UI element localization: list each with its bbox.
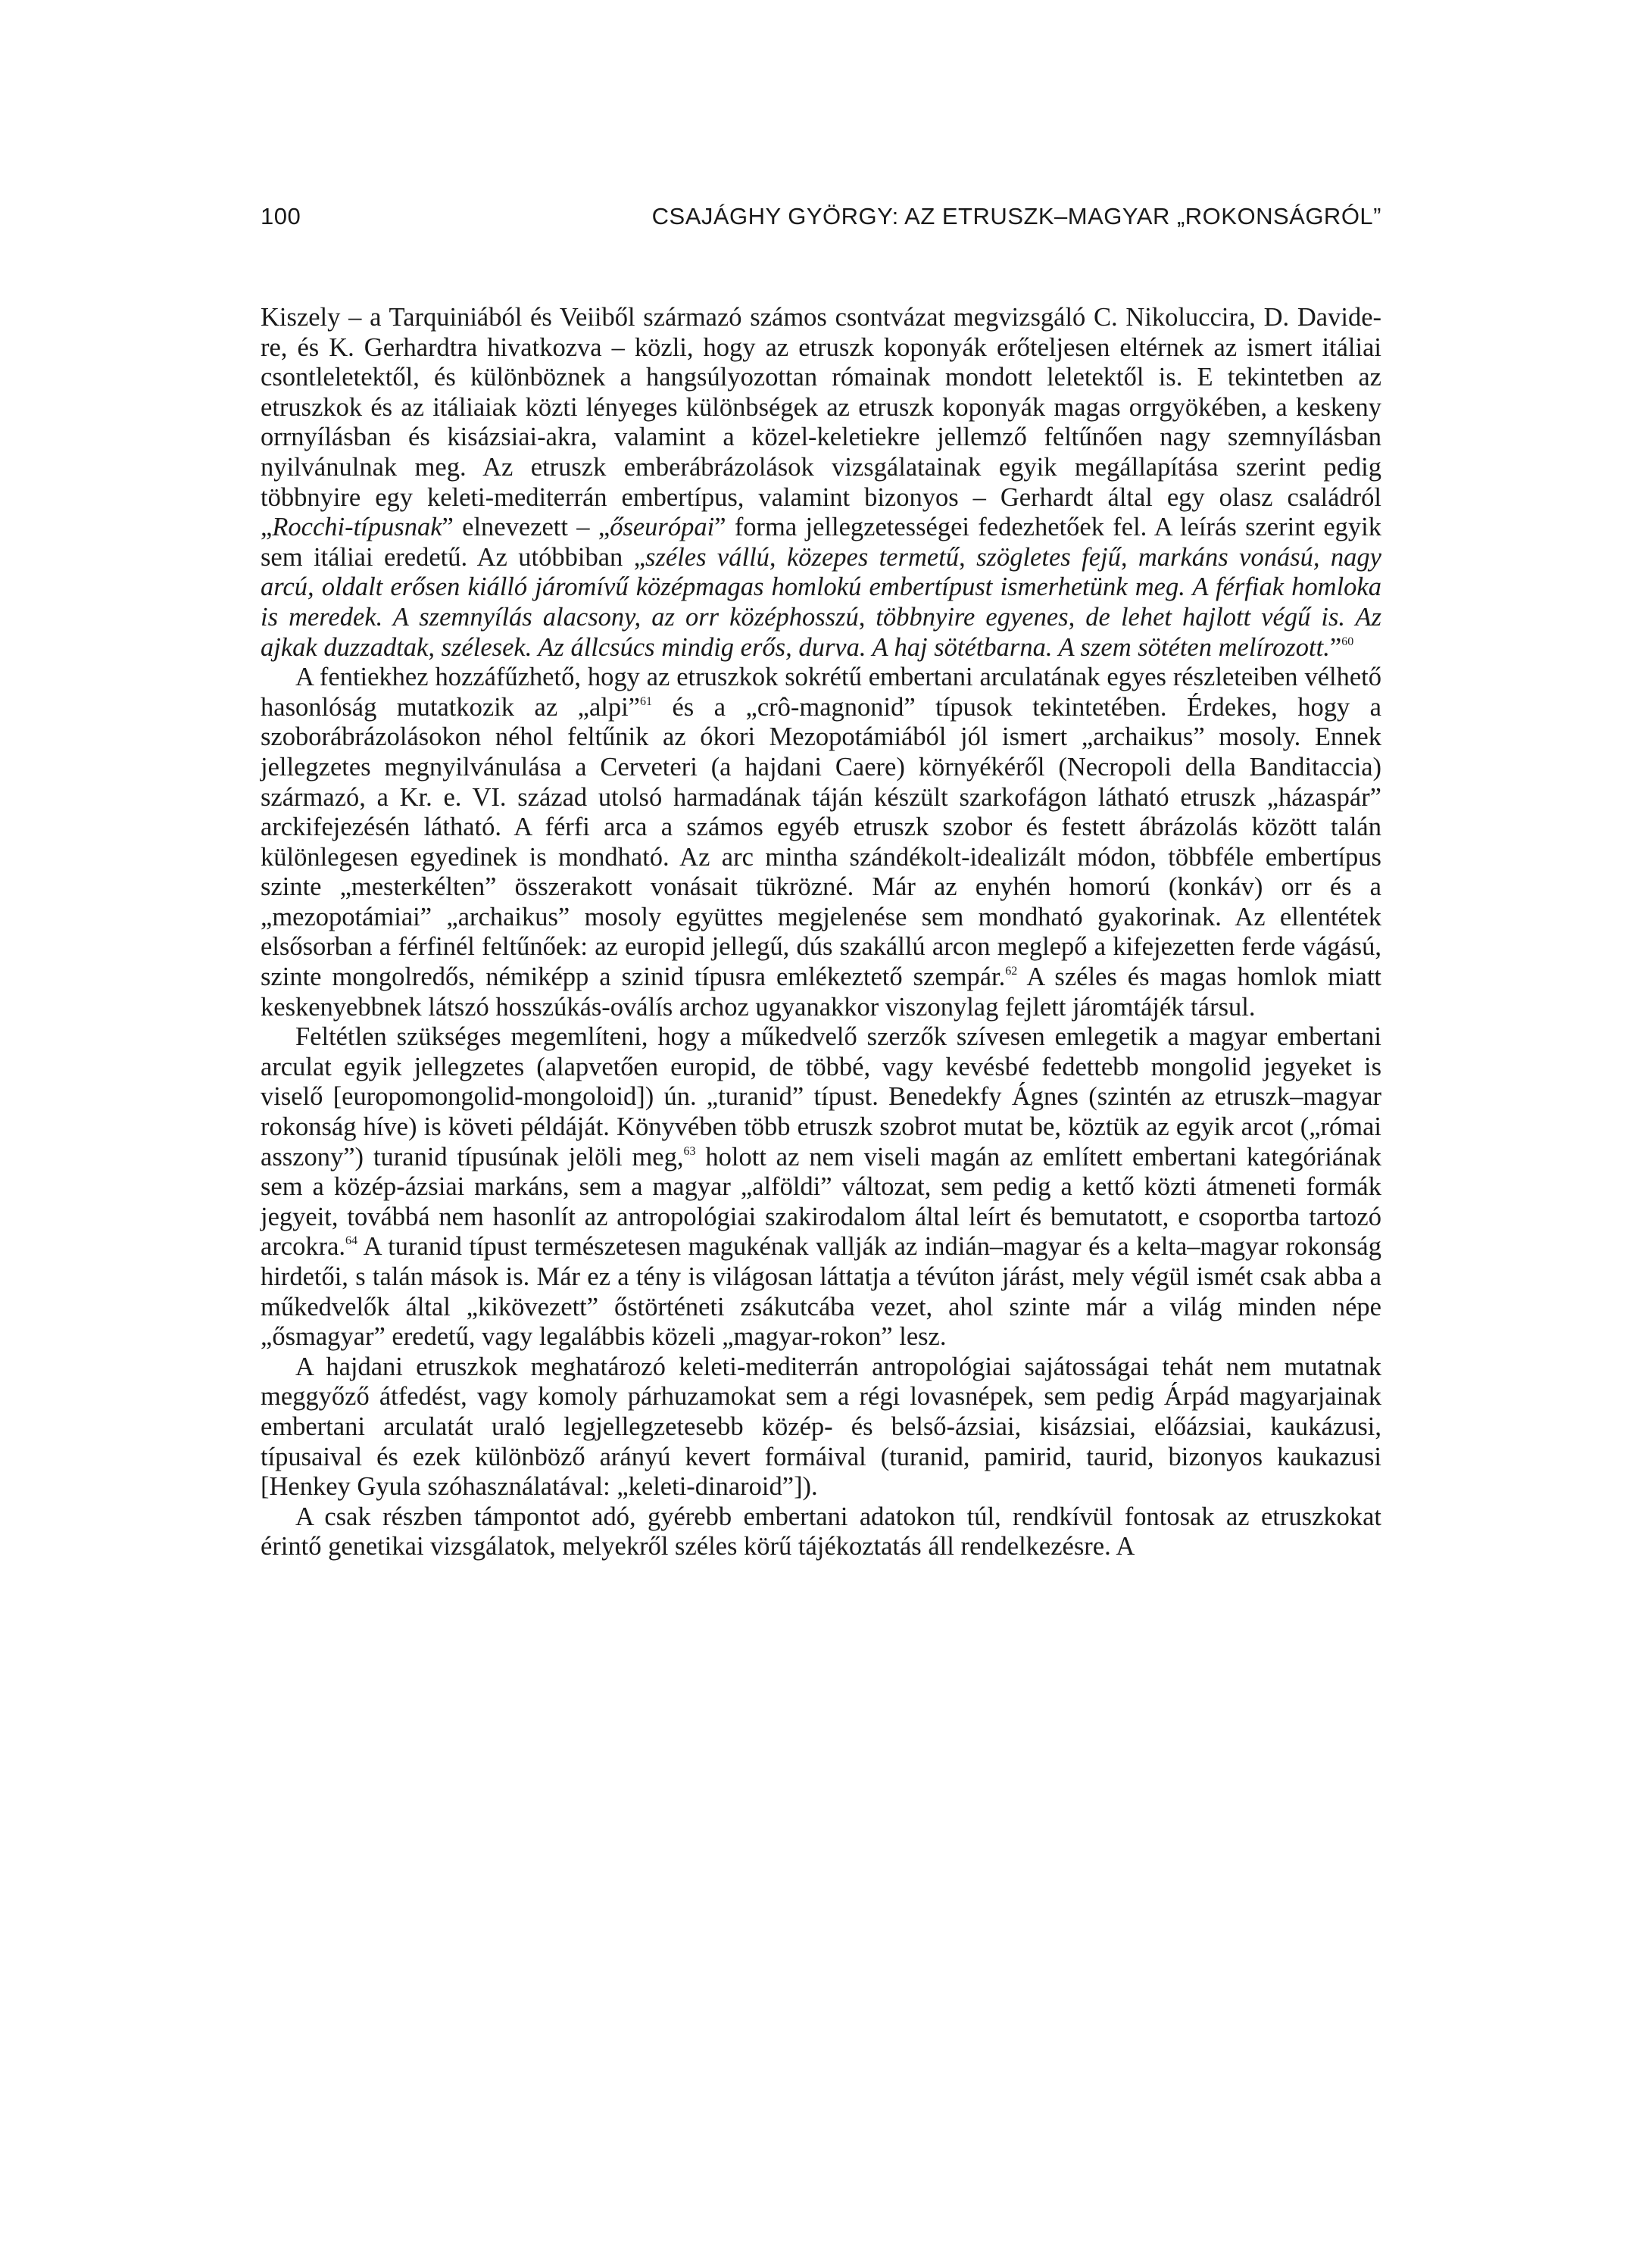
paragraph <box>261 663 1381 1022</box>
text-run: Feltétlen szükséges megemlíteni, hogy a műkedvelő szerzők szívesen emlegetik a magyar embertani arculat egyik jellegzetes (alapvetően europid, de többé, vagy kevésbé fedettebb mongolid jegyeket is viselő [europomongolid-mongoloid]) ún. „turanid” típust. Benedekfy Ágnes (szintén az etruszk–magyar rokonság híve) is követi példáját. Könyvében több etruszk szobrot mutat be, köztük az egyik arcot („római asszony”) turanid típusúnak jelöli meg, <box>261 1022 1381 1171</box>
italic-text: Rocchi-típusnak <box>272 513 442 542</box>
text-run: A fentiekhez hozzáfűzhető, hogy az etruszkok sokrétű embertani arculatának egyes részleteiben vélhető hasonlóság mutatkozik az „alpi” <box>261 663 1381 722</box>
text-run: A széles és magas homlok miatt keskenyebbnek látszó hosszúkás-oválís archoz ugyanakkor viszonylag fejlett járomtájék társul. <box>261 962 1381 1022</box>
body-text <box>261 303 1381 1562</box>
text-run: ” elnevezett – „ <box>442 513 610 542</box>
text-run: A hajdani etruszkok meghatározó keleti-mediterrán antropológiai sajátosságai tehát nem mutatnak meggyőző átfedést, vagy komoly párhuzamokat sem a régi lovasnépek, sem pedig Árpád magyarjainak embertani arculatát uraló legjellegzetesebb közép- és belső-ázsiai, kisázsiai, előázsiai, kaukázusi, típusaival és ezek különböző arányú kevert formáival (turanid, pamirid, taurid, bizonyos kaukazusi [Henkey Gyula szóhasználatával: „keleti-dinaroid”]). <box>261 1352 1381 1502</box>
italic-text: széles vállú, közepes termetű, szögletes fejű, markáns vonású, nagy arcú, oldalt erősen kiálló járomívű középmagas homlokú embertípust ismerhetünk meg. A férfiak homloka is meredek. A szemnyílás alacsony, az orr középhosszú, többnyire egyenes, de lehet hajlott végű is. Az ajkak duzzadtak, szélesek. Az állcsúcs mindig erős, durva. A haj sötétbarna. A szem sötéten melírozott. <box>261 542 1381 662</box>
text-run: és a „crô-magnonid” típusok tekintetében. Érdekes, hogy a szoborábrázolásokon néhol feltűnik az ókori Mezopotámiából jól ismert „archaikus” mosoly. Ennek jellegzetes megnyilvánulása a Cerveteri (a hajdani Caere) környékéről (Necropoli della Banditaccia) származó, a Kr. e. VI. század utolsó harmadának táján készült szarkofágon látható etruszk „házaspár” arckifejezésén látható. A férfi arca a számos egyéb etruszk szobor és festett ábrázolás között talán különlegesen egyedinek is mondható. Az arc mintha szándékolt-idealizált módon, többféle embertípus szinte „mesterkélten” összerakott vonásait tükrözné. Már az enyhén homorú (konkáv) orr és a „mezopotámiai” „archaikus” mosoly együttes megjelenése sem mondható gyakorinak. Az ellentétek elsősorban a férfinél feltűnőek: az europid jellegű, dús szakállú arcon meglepő a kifejezetten ferde vágású, szinte mongolredős, némiképp a szinid típusra emlékeztető szempár. <box>261 692 1381 992</box>
paragraph <box>261 303 1381 663</box>
text-run: A csak részben támpontot adó, gyérebb embertani adatokon túl, rendkívül fontosak az etruszkokat érintő genetikai vizsgálatok, melyekről széles körű tájékoztatás áll rendelkezésre. A <box>261 1502 1381 1561</box>
italic-text: őseurópai <box>610 513 715 542</box>
footnote-ref: 60 <box>1341 635 1354 648</box>
footnote-ref: 61 <box>640 694 652 708</box>
paragraph <box>261 1502 1381 1562</box>
text-run: ” <box>1329 632 1342 662</box>
text-run: holott az nem viseli magán az említett embertani kategóriának sem a közép-ázsiai markáns, sem a magyar „alföldi” változat, sem pedig a kettő közti átmeneti formák jegyeit, továbbá nem hasonlít az antropológiai szakirodalom által leírt és bemutatott, e csoportba tartozó arcokra. <box>261 1142 1382 1262</box>
footnote-ref: 63 <box>683 1144 696 1158</box>
running-title: CSAJÁGHY GYÖRGY: AZ ETRUSZK–MAGYAR „ROKONSÁGRÓL” <box>651 203 1381 229</box>
text-run: Kiszely – a Tarquiniából és Veiiből származó számos csontvázat megvizsgáló C. Nikoluccira, D. Davide-re, és K. Gerhardtra hivatkozva – közli, hogy az etruszk koponyák erőteljesen eltérnek az ismert itáliai csontleletektől, és különböznek a hangsúlyozottan rómainak mondott leletektől is. E tekintetben az etruszkok és az itáliaiak közti lényeges különbségek az etruszk koponyák magas orrgyökében, a keskeny orrnyílásban és kisázsiai-akra, valamint a közel-keletiekre jellemző feltűnően nagy szemnyílásban nyilvánulnak meg. Az etruszk emberábrázolások vizsgálatainak egyik megállapítása szerint pedig többnyire egy keleti-mediterrán embertípus, valamint bizonyos – Gerhardt által egy olasz családról „ <box>261 303 1381 542</box>
page-number: 100 <box>261 203 301 229</box>
footnote-ref: 64 <box>345 1234 358 1248</box>
paragraph <box>261 1022 1381 1352</box>
text-run: A turanid típust természetesen magukénak vallják az indián–magyar és a kelta–magyar rokonság hirdetői, s talán mások is. Már ez a tény is világosan láttatja a tévúton járást, mely végül ismét csak abba a műkedvelők által „kikövezett” őstörténeti zsákutcába vezet, ahol szinte már a világ minden népe „ősmagyar” eredetű, vagy legalábbis közeli „magyar-rokon” lesz. <box>261 1232 1381 1352</box>
text-run: ” forma jellegzetességei fedezhetőek fel. A leírás szerint egyik sem itáliai eredetű. Az utóbbiban „ <box>261 513 1381 572</box>
paragraph <box>261 1352 1381 1502</box>
footnote-ref: 62 <box>1005 965 1018 978</box>
